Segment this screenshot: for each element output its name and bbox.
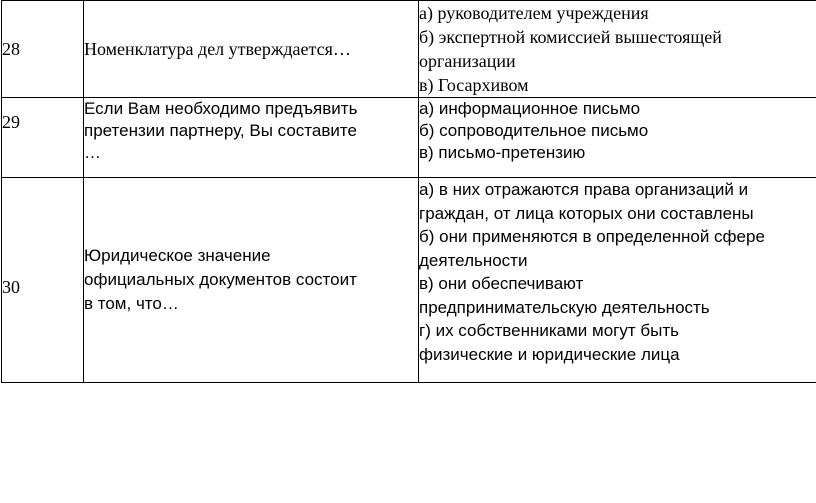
answer-option: б) экспертной комиссией вышестоящей	[419, 27, 722, 47]
answer-option: б) они применяются в определенной сфере	[419, 227, 765, 246]
answer-option: а) информационное письмо	[419, 99, 641, 118]
answer-option: б) сопроводительное письмо	[419, 121, 649, 140]
question-text	[84, 178, 419, 383]
question-line: в том, что…	[84, 294, 179, 313]
table-row	[2, 178, 816, 383]
question-number: 29	[2, 98, 84, 178]
table-row	[2, 98, 816, 178]
question-line: претензии партнеру, Вы составите	[84, 121, 357, 140]
answer-options	[419, 178, 816, 383]
question-line: Юридическое значение	[84, 246, 271, 265]
answer-option: предпринимательскую деятельность	[419, 297, 710, 317]
table-row	[2, 1, 816, 98]
answer-option: в) они обеспечивают	[419, 274, 584, 293]
answer-option: физические и юридические лица	[419, 344, 680, 364]
answer-option: в) письмо-претензию	[419, 143, 586, 162]
answer-option: организации	[419, 51, 516, 71]
quiz-table	[1, 0, 816, 383]
question-number: 30	[2, 178, 84, 383]
answer-option: граждан, от лица которых они составлены	[419, 203, 754, 223]
question-line: Если Вам необходимо предъявить	[84, 99, 358, 118]
answer-option: в) Госархивом	[419, 75, 529, 95]
question-line: …	[84, 143, 101, 162]
question-number: 28	[2, 1, 84, 98]
answer-options	[419, 98, 816, 178]
question-text	[84, 98, 419, 178]
question-line: официальных документов состоит	[84, 270, 357, 289]
answer-option: а) руководителем учреждения	[419, 3, 649, 23]
answer-option: г) их собственниками могут быть	[419, 321, 679, 340]
answer-options	[419, 1, 816, 98]
answer-option: а) в них отражаются права организаций и	[419, 180, 749, 199]
answer-option: деятельности	[419, 250, 528, 270]
question-text: Номенклатура дел утверждается…	[84, 1, 419, 98]
